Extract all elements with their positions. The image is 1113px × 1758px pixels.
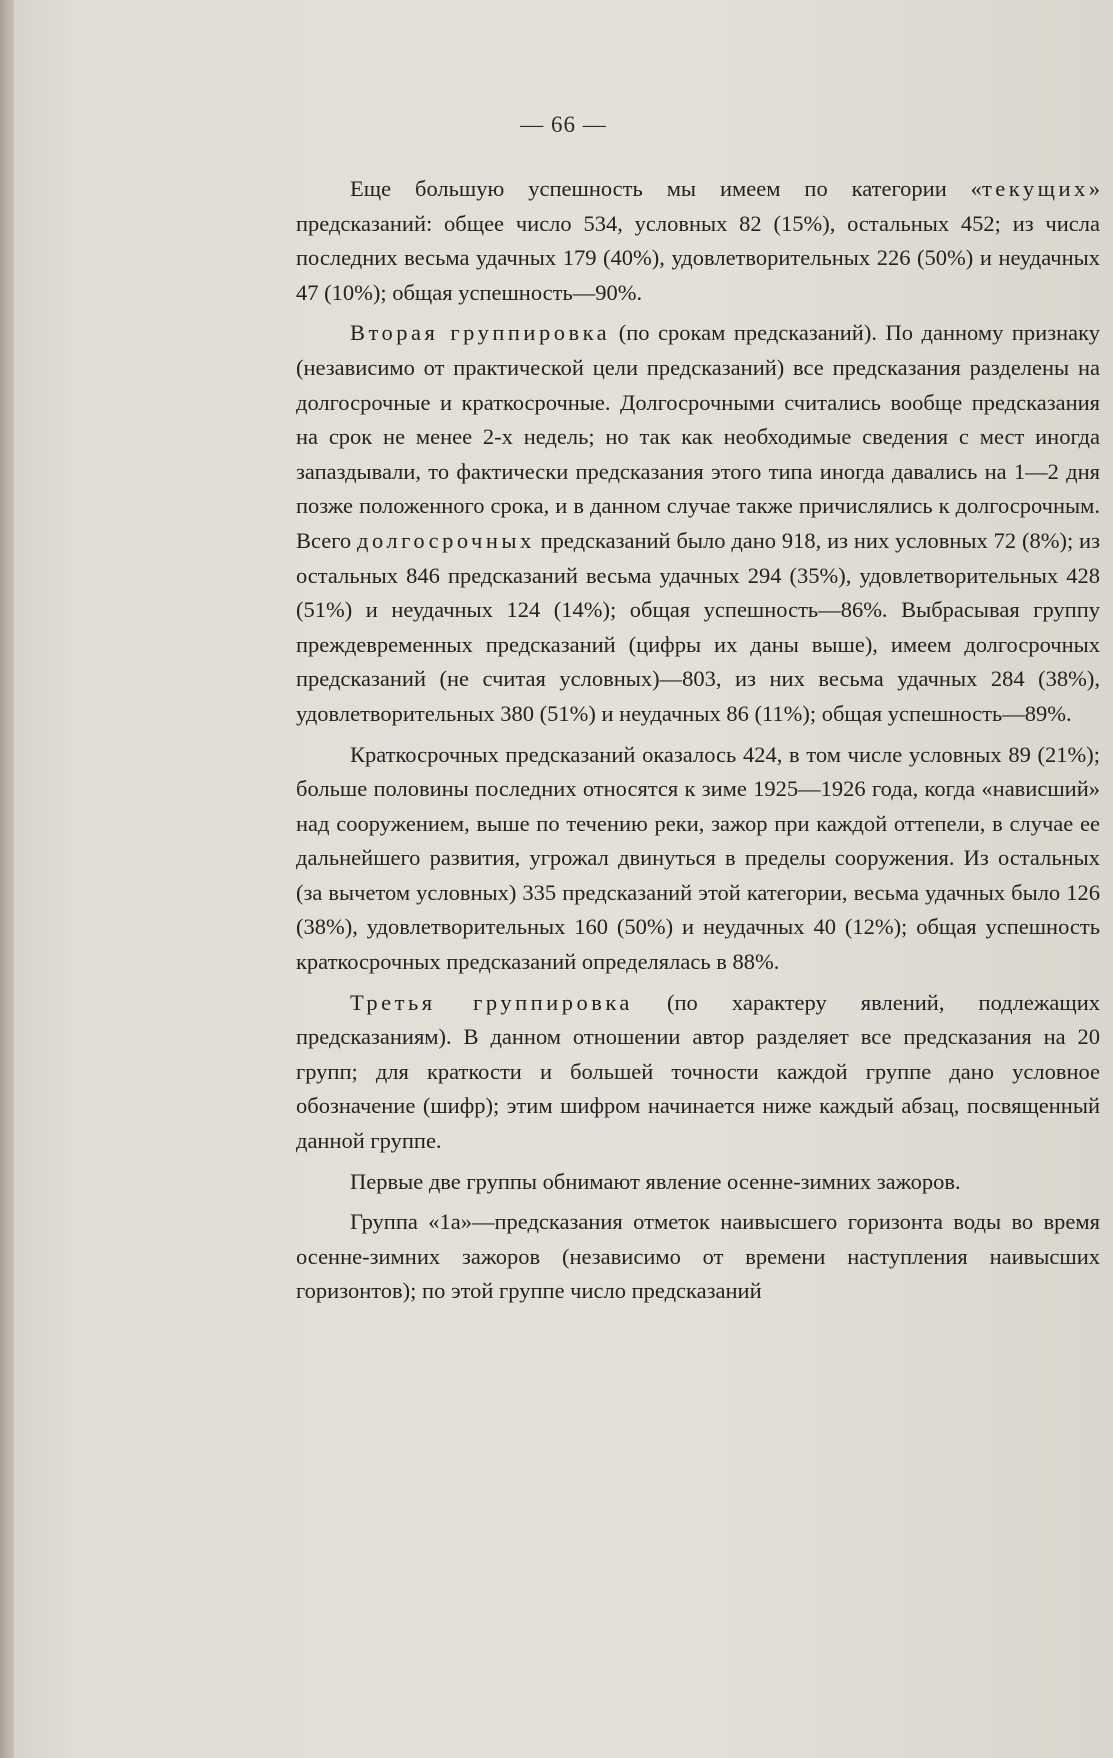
paragraph-text: (по характеру явлений, подлежащих предсказаниям). В данном отношении автор разделяет все предсказания на 20 групп; для краткости и большей точности каждой группе дано условное обозначение (шифр); этим шифром начинается ниже каждый абзац, посвященный данной группе.: [296, 989, 1100, 1154]
paragraph-text: » предсказаний: общее число 534, условных 82 (15%), остальных 452; из числа последних весьма удачных 179 (40%), удовлетворительных 226 (50%) и неудачных 47 (10%); общая успешность—90%.: [296, 176, 1100, 305]
paragraph: [296, 316, 1100, 731]
paragraph: [296, 172, 1100, 310]
paragraph: [296, 1165, 1100, 1200]
spaced-emphasis-text: долгосрочных: [357, 527, 535, 553]
page-number: — 66 —: [520, 112, 607, 137]
page-body-text: [296, 172, 1100, 1315]
paragraph-text: предсказаний было дано 918, из них условных 72 (8%); из остальных 846 предсказаний весьма удачных 294 (35%), удовлетворительных 428 (51%) и неудачных 124 (14%); общая успешность—86%. Выбрасывая группу преждевременных предсказаний (цифры их даны выше), имеем долгосрочных предсказаний (не считая условных)—803, из них весьма удачных 284 (38%), удовлетворительных 380 (51%) и неудачных 86 (11%); общая успешность—89%.: [296, 527, 1100, 726]
paragraph-text: Еще большую успешность мы имеем по категории «: [350, 176, 982, 201]
paragraph-text: (по срокам предсказаний). По данному признаку (независимо от практической цели предсказаний) все предсказания разделены на долгосрочные и краткосрочные. Долгосрочными считались вообще предсказания на срок не менее 2-х недель; но так как необходимые сведения с мест иногда запаздывали, то фактически предсказания этого типа иногда давались на 1—2 дня позже положенного срока, и в данном случае также причислялись к долгосрочным. Всего: [296, 320, 1100, 553]
spaced-emphasis-text: текущих: [981, 176, 1089, 201]
paragraph-text: Группа «1а»—предсказания отметок наивысшего горизонта воды во время осенне-зимних зажоров (независимо от времени наступления наивысших горизонтов); по этой группе число предсказаний: [296, 1209, 1100, 1304]
paragraph: [296, 986, 1100, 1159]
paragraph: [296, 1205, 1100, 1309]
paragraph-text: Первые две группы обнимают явление осенне-зимних зажоров.: [350, 1168, 961, 1194]
paragraph-text: Краткосрочных предсказаний оказалось 424, в том числе условных 89 (21%); больше половины последних относятся к зиме 1925—1926 года, когда «нависший» над сооружением, выше по течению реки, зажор при каждой оттепели, в случае ее дальнейшего развития, угрожал двинуться в пределы сооружения. Из остальных (за вычетом условных) 335 предсказаний этой категории, весьма удачных было 126 (38%), удовлетворительных 160 (50%) и неудачных 40 (12%); общая успешность краткосрочных предсказаний определялась в 88%.: [296, 741, 1100, 975]
book-page: [14, 0, 1113, 1758]
book-gutter-edge: [0, 0, 14, 1758]
paragraph: [296, 738, 1100, 980]
spaced-emphasis-text: Вторая группировка: [350, 320, 611, 346]
spaced-emphasis-text: Третья группировка: [350, 989, 633, 1015]
